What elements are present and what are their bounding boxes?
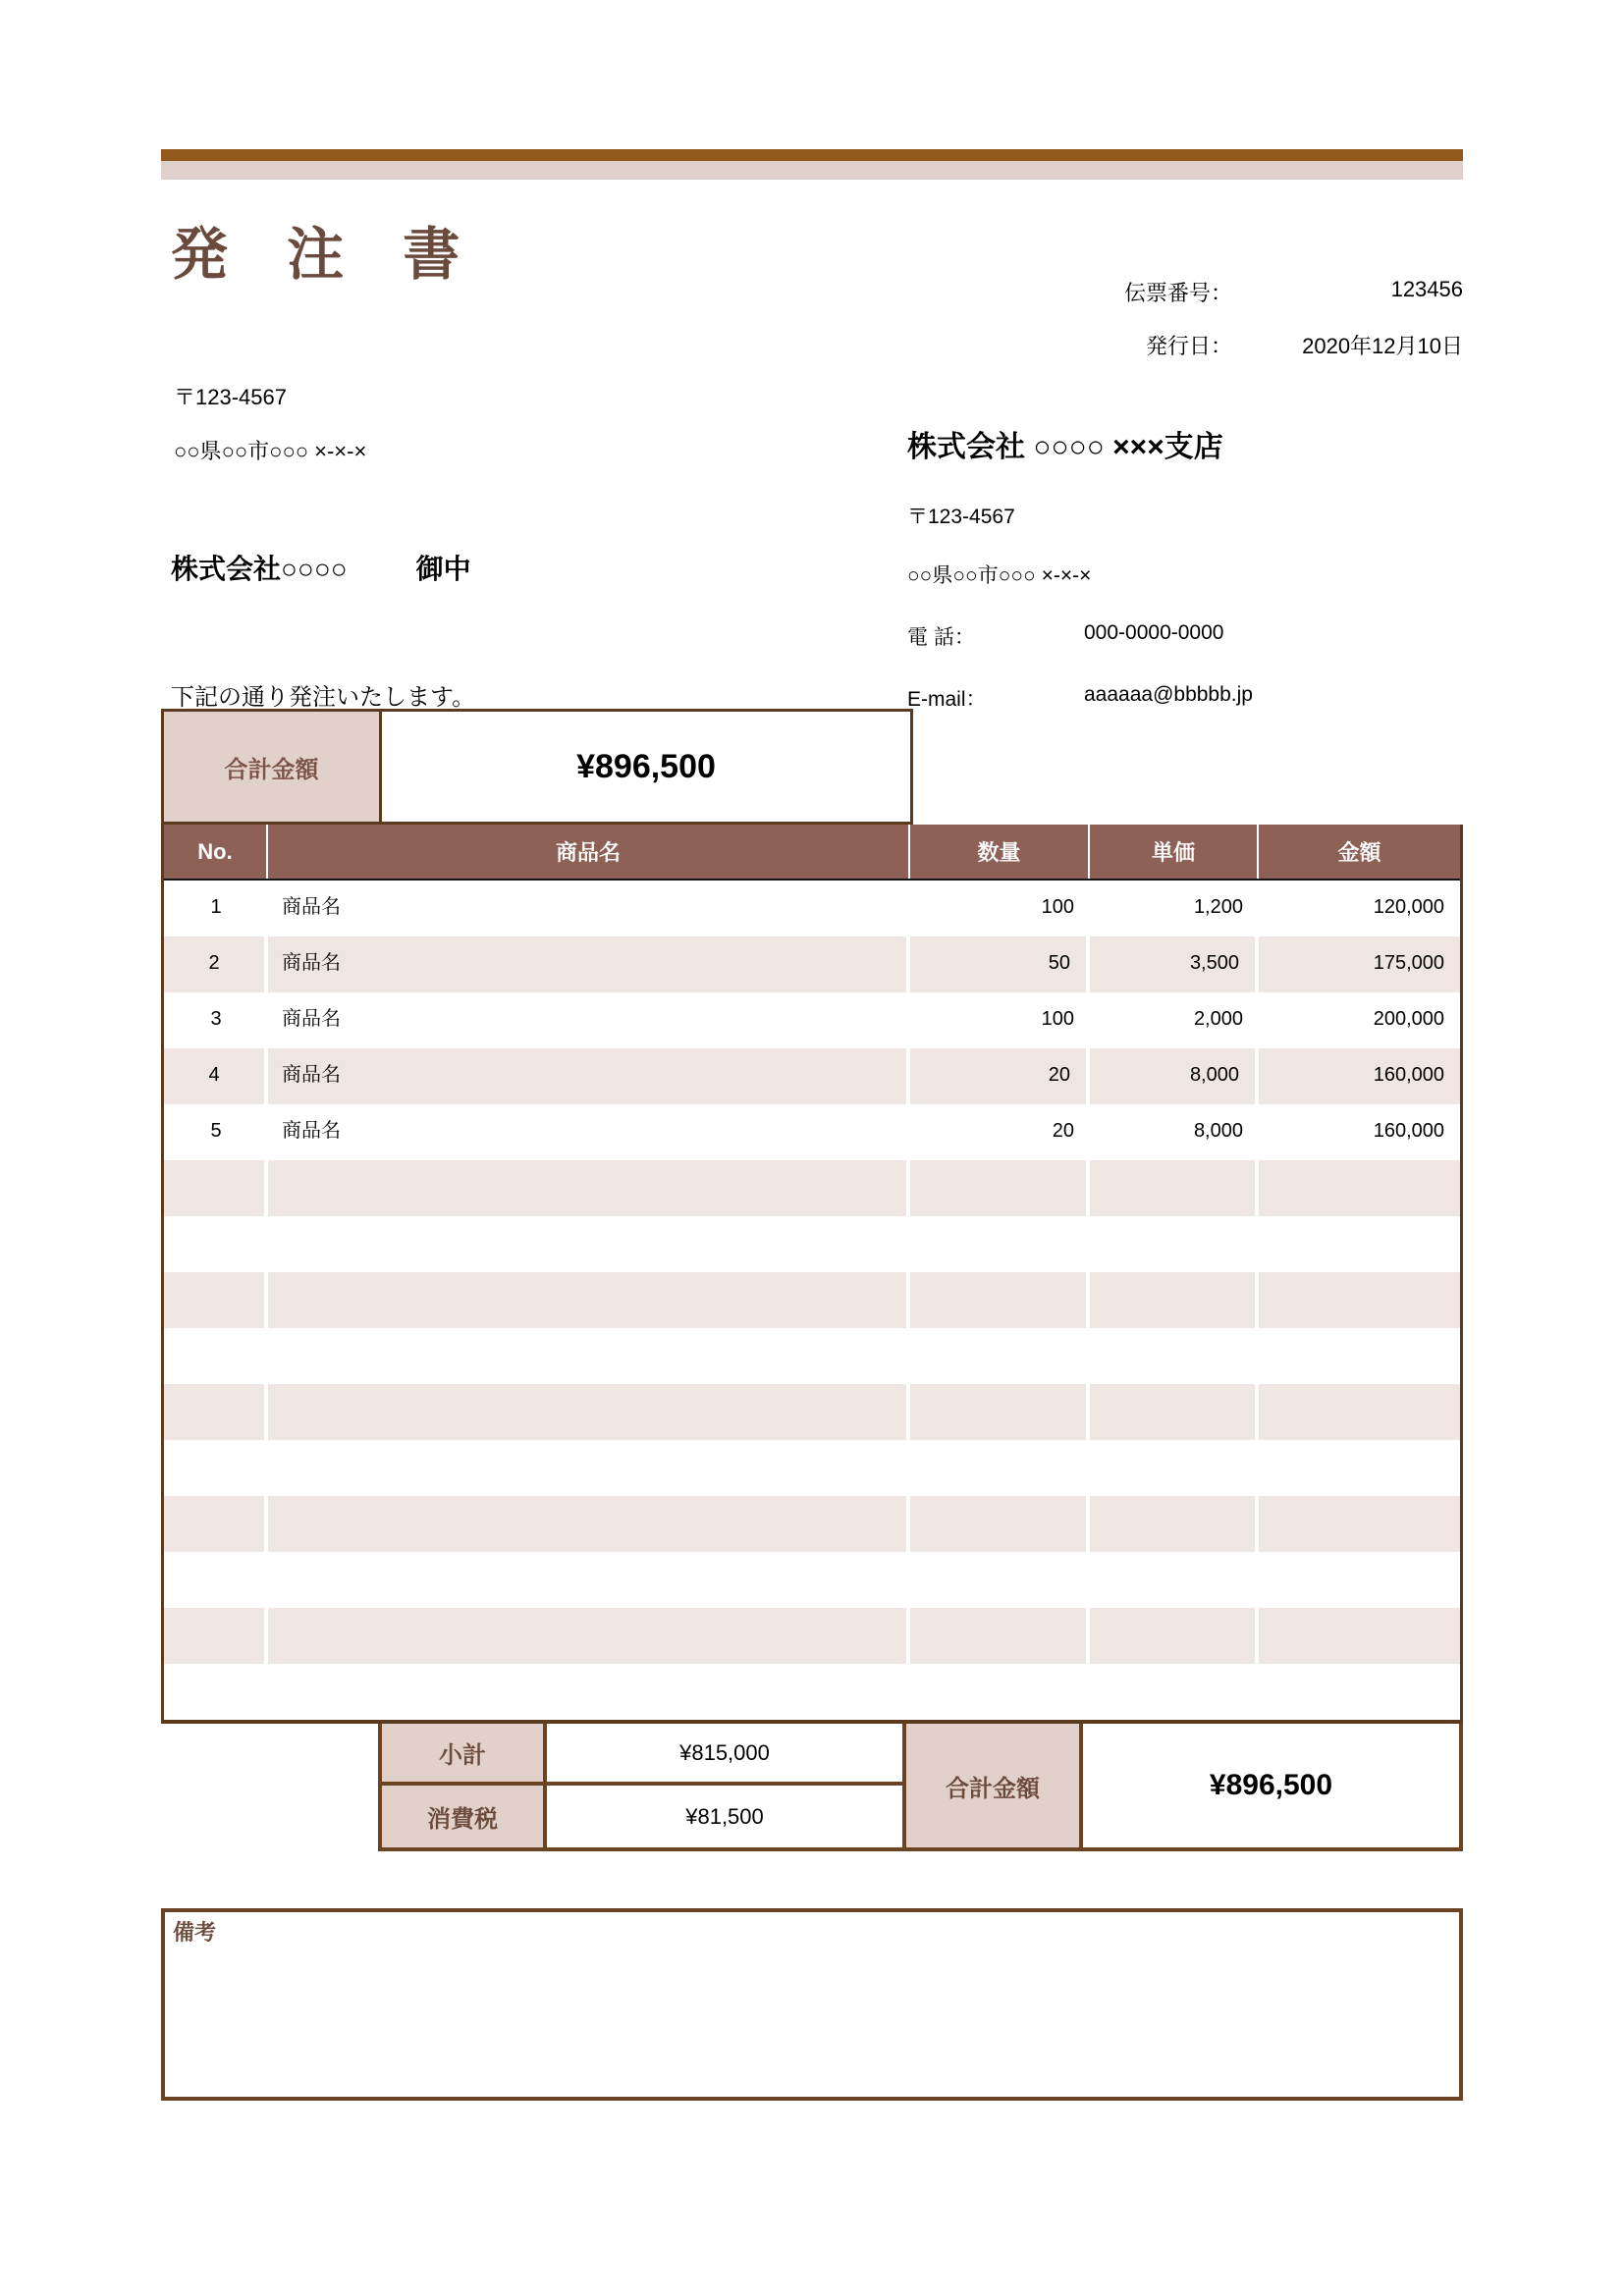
table-cell: 160,000 <box>1259 1048 1460 1104</box>
table-row <box>164 992 1460 1048</box>
table-cell <box>164 1608 268 1664</box>
table-cell: 8,000 <box>1090 1048 1259 1104</box>
issuer-company-name: 株式会社 ○○○○ ×××支店 <box>907 431 1223 463</box>
table-cell: 4 <box>164 1048 268 1104</box>
grand-total-summary-box <box>161 709 913 825</box>
table-cell: 商品名 <box>282 896 341 918</box>
table-row <box>164 1440 1460 1496</box>
table-cell: 2,000 <box>1193 1008 1243 1030</box>
table-cell <box>910 1552 1090 1608</box>
table-cell <box>910 1216 1090 1272</box>
email-label: E-mail： <box>907 688 987 711</box>
top-accent-bar <box>161 149 1463 161</box>
grand-total-value: ¥896,500 <box>1083 1724 1459 1847</box>
table-cell <box>1090 1664 1259 1720</box>
grand-total-summary-value: ¥896,500 <box>576 747 716 785</box>
table-cell <box>1090 1552 1259 1608</box>
table-cell <box>1090 1216 1259 1272</box>
table-cell: 200,000 <box>1373 1008 1444 1030</box>
table-cell: 20 <box>910 1048 1090 1104</box>
table-cell <box>1259 1496 1460 1552</box>
table-cell <box>1259 1328 1460 1384</box>
table-cell <box>1090 1272 1259 1328</box>
table-cell <box>1090 1160 1259 1216</box>
table-cell <box>910 1328 1090 1384</box>
table-cell: 160,000 <box>1373 1120 1444 1142</box>
table-row <box>164 1216 1460 1272</box>
table-row <box>164 1160 1460 1216</box>
doc-meta <box>1085 277 1463 383</box>
table-row <box>164 1496 1460 1552</box>
table-row <box>164 936 1460 992</box>
notes-label: 備考 <box>173 1920 217 1945</box>
items-table <box>161 825 1463 1724</box>
tax-label: 消費税 <box>382 1786 547 1847</box>
table-cell <box>1090 1440 1259 1496</box>
table-body <box>164 881 1460 1720</box>
table-cell: 商品名 <box>268 936 910 992</box>
table-cell: 175,000 <box>1259 936 1460 992</box>
totals-block <box>378 1724 1463 1851</box>
header-unit-price: 単価 <box>1090 825 1259 879</box>
header-no: No. <box>164 825 268 879</box>
table-cell <box>268 1440 910 1496</box>
table-cell: 20 <box>1052 1120 1074 1142</box>
table-cell <box>164 1552 268 1608</box>
voucher-number-label: 伝票番号： <box>1123 281 1232 305</box>
table-cell <box>1259 1384 1460 1440</box>
table-row <box>164 1608 1460 1664</box>
table-row <box>164 1048 1460 1104</box>
table-row <box>164 881 1460 936</box>
grand-total-label: 合計金額 <box>906 1724 1083 1847</box>
table-row <box>164 1552 1460 1608</box>
table-cell: 100 <box>1041 896 1074 918</box>
table-cell: 8,000 <box>1193 1120 1243 1142</box>
table-cell <box>1090 1328 1259 1384</box>
table-cell <box>1259 1216 1460 1272</box>
intro-text: 下記の通り発注いたします。 <box>171 684 476 711</box>
table-header-row <box>164 825 1460 881</box>
recipient-company-name: 株式会社○○○○ <box>171 554 348 584</box>
table-cell: 5 <box>210 1120 222 1142</box>
table-cell <box>268 1216 910 1272</box>
phone-label: 電 話： <box>907 626 975 649</box>
recipient-address: ○○県○○市○○○ ×-×-× <box>174 439 367 463</box>
recipient-honorific: 御中 <box>415 554 471 584</box>
table-cell <box>910 1608 1090 1664</box>
top-accent-bar-light <box>161 161 1463 180</box>
voucher-number-value: 123456 <box>1390 277 1463 301</box>
table-cell <box>910 1384 1090 1440</box>
table-cell <box>164 1384 268 1440</box>
table-row <box>164 1664 1460 1720</box>
table-cell <box>1259 1272 1460 1328</box>
table-cell: 50 <box>910 936 1090 992</box>
subtotal-label: 小計 <box>382 1724 547 1786</box>
table-cell: 2 <box>164 936 268 992</box>
issue-date-label: 発行日： <box>1145 334 1232 358</box>
table-cell <box>164 1496 268 1552</box>
table-cell <box>1259 1440 1460 1496</box>
table-cell <box>1090 1496 1259 1552</box>
grand-total-summary-label: 合計金額 <box>164 712 382 822</box>
table-cell <box>164 1328 268 1384</box>
table-cell <box>164 1160 268 1216</box>
table-cell: 120,000 <box>1373 896 1444 918</box>
table-cell: 商品名 <box>268 1048 910 1104</box>
recipient-postal-code: 〒123-4567 <box>174 385 287 409</box>
table-cell <box>164 1272 268 1328</box>
table-cell <box>268 1384 910 1440</box>
header-product-name: 商品名 <box>268 825 910 879</box>
table-cell: 3,500 <box>1090 936 1259 992</box>
table-cell <box>1090 1608 1259 1664</box>
table-cell <box>910 1272 1090 1328</box>
table-cell: 1 <box>210 896 222 918</box>
table-cell <box>164 1216 268 1272</box>
table-cell: 1,200 <box>1193 896 1243 918</box>
issuer-postal-code: 〒123-4567 <box>907 506 1015 528</box>
issuer-address: ○○県○○市○○○ ×-×-× <box>907 564 1092 587</box>
table-cell <box>268 1664 910 1720</box>
issue-date-value: 2020年12月10日 <box>1302 334 1463 358</box>
issuer-email-row <box>907 683 1253 713</box>
table-cell <box>1259 1664 1460 1720</box>
table-cell <box>910 1496 1090 1552</box>
table-cell: 100 <box>1041 1008 1074 1030</box>
subtotal-value: ¥815,000 <box>547 1724 906 1786</box>
table-cell: 商品名 <box>282 1008 341 1030</box>
header-quantity: 数量 <box>910 825 1090 879</box>
recipient-company-line <box>171 548 471 587</box>
table-cell <box>268 1272 910 1328</box>
issue-date-row <box>1085 330 1463 359</box>
table-cell <box>268 1552 910 1608</box>
table-row <box>164 1104 1460 1160</box>
issuer-phone-row <box>907 621 1223 651</box>
table-row <box>164 1328 1460 1384</box>
table-cell <box>910 1160 1090 1216</box>
table-cell <box>268 1328 910 1384</box>
tax-value: ¥81,500 <box>547 1786 906 1847</box>
table-cell: 商品名 <box>282 1120 341 1142</box>
table-cell <box>1090 1384 1259 1440</box>
page-title: 発 注 書 <box>171 223 482 287</box>
table-cell <box>1259 1552 1460 1608</box>
table-row <box>164 1272 1460 1328</box>
voucher-number-row <box>1085 277 1463 306</box>
table-cell <box>910 1440 1090 1496</box>
table-cell <box>1259 1160 1460 1216</box>
table-cell: 3 <box>210 1008 222 1030</box>
notes-box <box>161 1908 1463 2101</box>
table-cell <box>268 1608 910 1664</box>
email-value: aaaaaa@bbbbb.jp <box>1084 683 1253 706</box>
table-cell <box>268 1160 910 1216</box>
phone-value: 000-0000-0000 <box>1084 621 1224 644</box>
table-cell <box>910 1664 1090 1720</box>
table-cell <box>1259 1608 1460 1664</box>
table-row <box>164 1384 1460 1440</box>
table-cell <box>268 1496 910 1552</box>
table-cell <box>164 1664 268 1720</box>
table-cell <box>164 1440 268 1496</box>
header-amount: 金額 <box>1337 840 1381 865</box>
